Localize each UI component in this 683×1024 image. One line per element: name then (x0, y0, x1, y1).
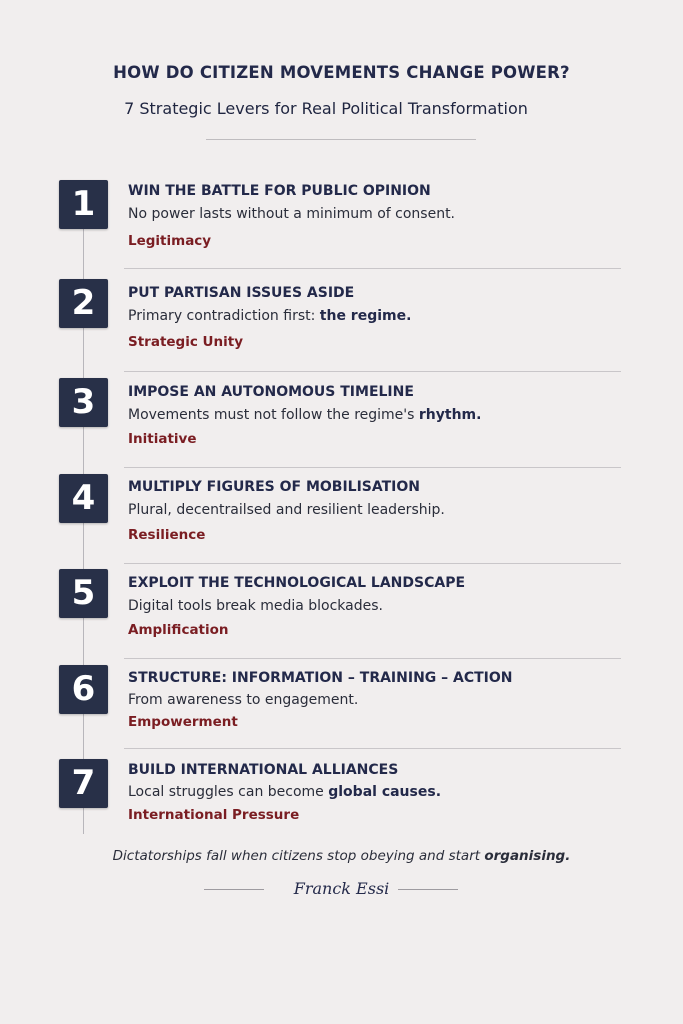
step-description (128, 407, 481, 423)
step-divider (124, 563, 621, 564)
step-tag: Empowerment (128, 714, 238, 730)
signature: Franck Essi (293, 879, 390, 898)
step-number-badge: 2 (59, 279, 108, 328)
step-description-text: Plural, decentrailsed and resilient leadership. (128, 502, 445, 518)
step-title: BUILD INTERNATIONAL ALLIANCES (128, 762, 399, 778)
step-description (128, 502, 445, 518)
step-number-badge: 1 (59, 180, 108, 229)
step-number-badge: 7 (59, 759, 108, 808)
step-title: IMPOSE AN AUTONOMOUS TIMELINE (128, 384, 414, 400)
step-title: STRUCTURE: INFORMATION – TRAINING – ACTION (128, 670, 513, 686)
step-tag: Legitimacy (128, 233, 212, 249)
closing-quote (0, 848, 683, 864)
step-divider (124, 467, 621, 468)
closing-quote-text: Dictatorships fall when citizens stop obeying and start (112, 848, 485, 864)
step-title: MULTIPLY FIGURES OF MOBILISATION (128, 479, 420, 495)
step-description (128, 206, 455, 222)
page-title: HOW DO CITIZEN MOVEMENTS CHANGE POWER? (113, 63, 570, 82)
step-tag: Initiative (128, 431, 197, 447)
step-description (128, 598, 383, 614)
step-description-emphasis: the regime. (319, 308, 412, 324)
header-divider (206, 139, 476, 140)
signature-line-right (398, 889, 458, 890)
step-title: PUT PARTISAN ISSUES ASIDE (128, 285, 355, 301)
step-divider (124, 371, 621, 372)
step-description (128, 308, 411, 324)
step-number-badge: 3 (59, 378, 108, 427)
step-description-text: Local struggles can become (128, 784, 329, 800)
step-tag: International Pressure (128, 807, 300, 823)
step-description-emphasis: global causes. (328, 784, 442, 800)
step-title: WIN THE BATTLE FOR PUBLIC OPINION (128, 183, 431, 199)
step-description (128, 784, 441, 800)
step-description-text: Digital tools break media blockades. (128, 598, 383, 614)
step-description-text: No power lasts without a minimum of consent. (128, 206, 456, 222)
step-description-text: From awareness to engagement. (128, 692, 359, 708)
step-description-emphasis: rhythm. (418, 407, 482, 423)
step-tag: Amplification (128, 622, 229, 638)
step-divider (124, 748, 621, 749)
step-tag: Resilience (128, 527, 206, 543)
step-description (128, 692, 358, 708)
step-description-text: Movements must not follow the regime's (128, 407, 419, 423)
step-title: EXPLOIT THE TECHNOLOGICAL LANDSCAPE (128, 575, 466, 591)
step-number-badge: 4 (59, 474, 108, 523)
page-subtitle: 7 Strategic Levers for Real Political Transformation (124, 99, 528, 118)
step-number-badge: 6 (59, 665, 108, 714)
step-divider (124, 658, 621, 659)
step-tag: Strategic Unity (128, 334, 244, 350)
closing-quote-emphasis: organising. (484, 848, 571, 864)
step-description-text: Primary contradiction first: (128, 308, 320, 324)
step-number-badge: 5 (59, 569, 108, 618)
step-divider (124, 268, 621, 269)
